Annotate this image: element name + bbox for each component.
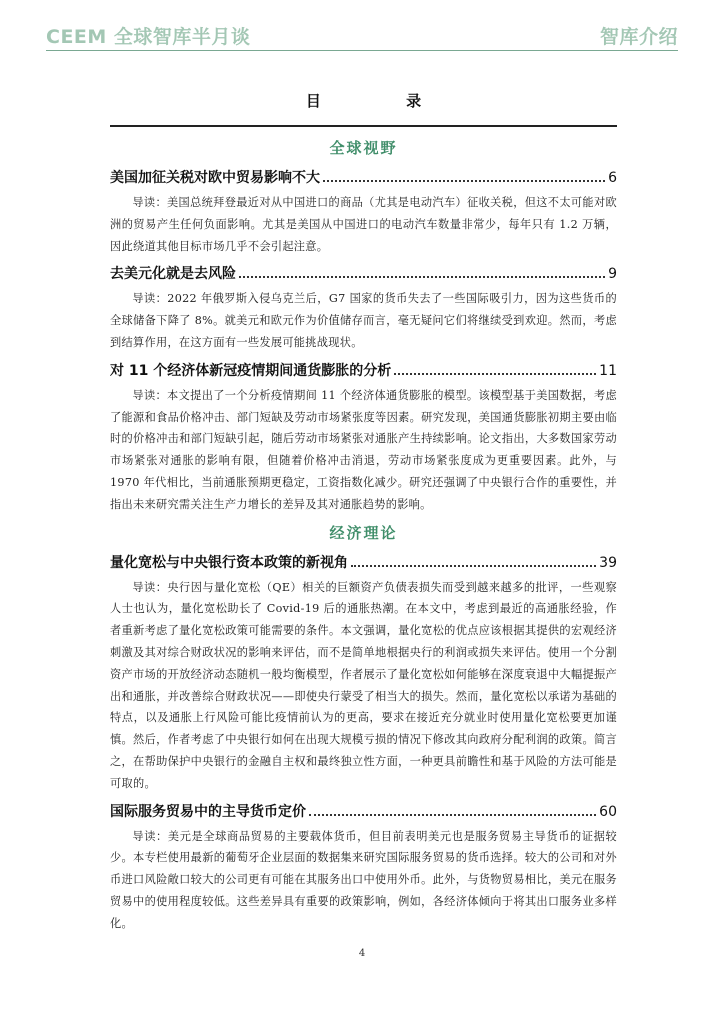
toc-entry-line[interactable] xyxy=(110,552,617,574)
toc-entry xyxy=(110,167,617,257)
toc-entry xyxy=(110,360,617,516)
header-section-title: 智库介绍 xyxy=(599,26,678,48)
header-divider xyxy=(46,50,678,51)
toc-entry-title: 量化宽松与中央银行资本政策的新视角 xyxy=(110,554,348,571)
toc-entry-page: 60 xyxy=(599,803,617,820)
dot-leader xyxy=(309,814,596,816)
toc-entry-line[interactable] xyxy=(110,801,617,823)
dot-leader xyxy=(394,373,596,375)
toc-entry-title: 美国加征关税对欧中贸易影响不大 xyxy=(110,170,320,186)
section-global-vision xyxy=(110,137,617,516)
toc-entry xyxy=(110,263,617,353)
toc-entry-title: 国际服务贸易中的主导货币定价 xyxy=(110,803,306,820)
page-number: 4 xyxy=(358,948,366,959)
toc-entry xyxy=(110,552,617,795)
table-of-contents xyxy=(110,90,617,941)
toc-entry-abstract: 导读：本文提出了一个分析疫情期间 11 个经济体通货膨胀的模型。该模型基于美国数据，考虑了能源和食品价格冲击、部门短缺及劳动市场紧张度等因素。研究发现，美国通货膨胀初期主要由临时的价格冲击和部门短缺引起，随后劳动市场紧张对通胀产生持续影响。论文指出，大多数国家劳动市场紧张对通胀的影响有限，但随着价格冲击消退，劳动市场紧张度成为更重要因素。此外，与 1970 年代相比，当前通胀预期更稳定，工资指数化减少。研究还强调了中央银行合作的重要性，并指出未来研究需关注生产力增长的差异及其对通胀趋势的影响。 xyxy=(110,388,617,511)
toc-entry-page: 39 xyxy=(599,554,617,571)
toc-entry-title: 对 11 个经济体新冠疫情期间通货膨胀的分析 xyxy=(110,362,392,379)
toc-entry-page: 9 xyxy=(608,266,617,283)
toc-entry-abstract: 导读：美国总统拜登最近对从中国进口的商品（尤其是电动汽车）征收关税，但这不太可能对欧洲的贸易产生任何负面影响。尤其是美国从中国进口的电动汽车数量非常少，每年只有 1.2 万辆，因此绕道其他目标市场几乎不会引起注意。 xyxy=(110,196,617,253)
toc-entry-abstract: 导读：2022 年俄罗斯入侵乌克兰后，G7 国家的货币失去了一些国际吸引力，因为这些货币的全球储备下降了 8%。就美元和欧元作为价值储存而言，毫无疑问它们将继续受到欢迎。然而，考虑到结算作用，在这方面有一些发展可能挑战现状。 xyxy=(110,292,617,349)
toc-divider xyxy=(110,125,617,127)
toc-entry-abstract: 导读：央行因与量化宽松（QE）相关的巨额资产负债表损失而受到越来越多的批评，一些观察人士也认为，量化宽松助长了 Covid-19 后的通胀热潮。在本文中，考虑到最近的高通胀经验，作者重新考虑了量化宽松政策可能需要的条件。本文强调，量化宽松的优点应该根据其提供的宏观经济刺激及其对综合财政状况的影响来评估，而不是简单地根据央行的利润或损失来评估。使用一个分割资产市场的开放经济动态随机一般均衡模型，作者展示了量化宽松如何能够在深度衰退中大幅提振产出和通胀，并改善综合财政状况——即使央行蒙受了相当大的损失。然而，量化宽松以承诺为基础的特点，以及通胀上行风险可能比疫情前认为的更高，要求在接近充分就业时使用量化宽松要更加谨慎。然后，作者考虑了中央银行如何在出现大规模亏损的情况下修改其向政府分配利润的政策。简言之，在帮助保护中央银行的金融自主权和最终独立性方面，一种更具前瞻性和基于风险的方法可能是可取的。 xyxy=(110,580,617,790)
dot-leader xyxy=(323,180,605,182)
toc-heading: 目 录 xyxy=(305,92,462,110)
dot-leader xyxy=(351,565,596,567)
toc-entry-abstract: 导读：美元是全球商品贸易的主要载体货币，但目前表明美元也是服务贸易主导货币的证据较少。本专栏使用最新的葡萄牙企业层面的数据集来研究国际服务贸易的货币选择。较大的公司和对外币进口风险敞口较大的公司更有可能在其服务出口中使用外币。此外，与货物贸易相比，美元在服务贸易中的使用程度较低。这些差异具有重要的政策影响，例如，各经济体倾向于将其出口服务业多样化。 xyxy=(110,829,617,930)
page-header xyxy=(0,0,724,52)
toc-entry xyxy=(110,801,617,935)
header-publication-title: CEEM 全球智库半月谈 xyxy=(46,26,251,48)
toc-entry-line[interactable] xyxy=(110,360,617,382)
toc-entry-page: 11 xyxy=(599,362,617,379)
toc-entry-line[interactable] xyxy=(110,167,617,189)
dot-leader xyxy=(239,276,605,278)
section-title: 全球视野 xyxy=(329,139,398,157)
toc-entry-line[interactable] xyxy=(110,263,617,285)
section-title: 经济理论 xyxy=(329,523,398,542)
toc-entry-page: 6 xyxy=(608,170,617,186)
section-economic-theory xyxy=(110,522,617,935)
toc-entry-title: 去美元化就是去风险 xyxy=(110,266,236,283)
